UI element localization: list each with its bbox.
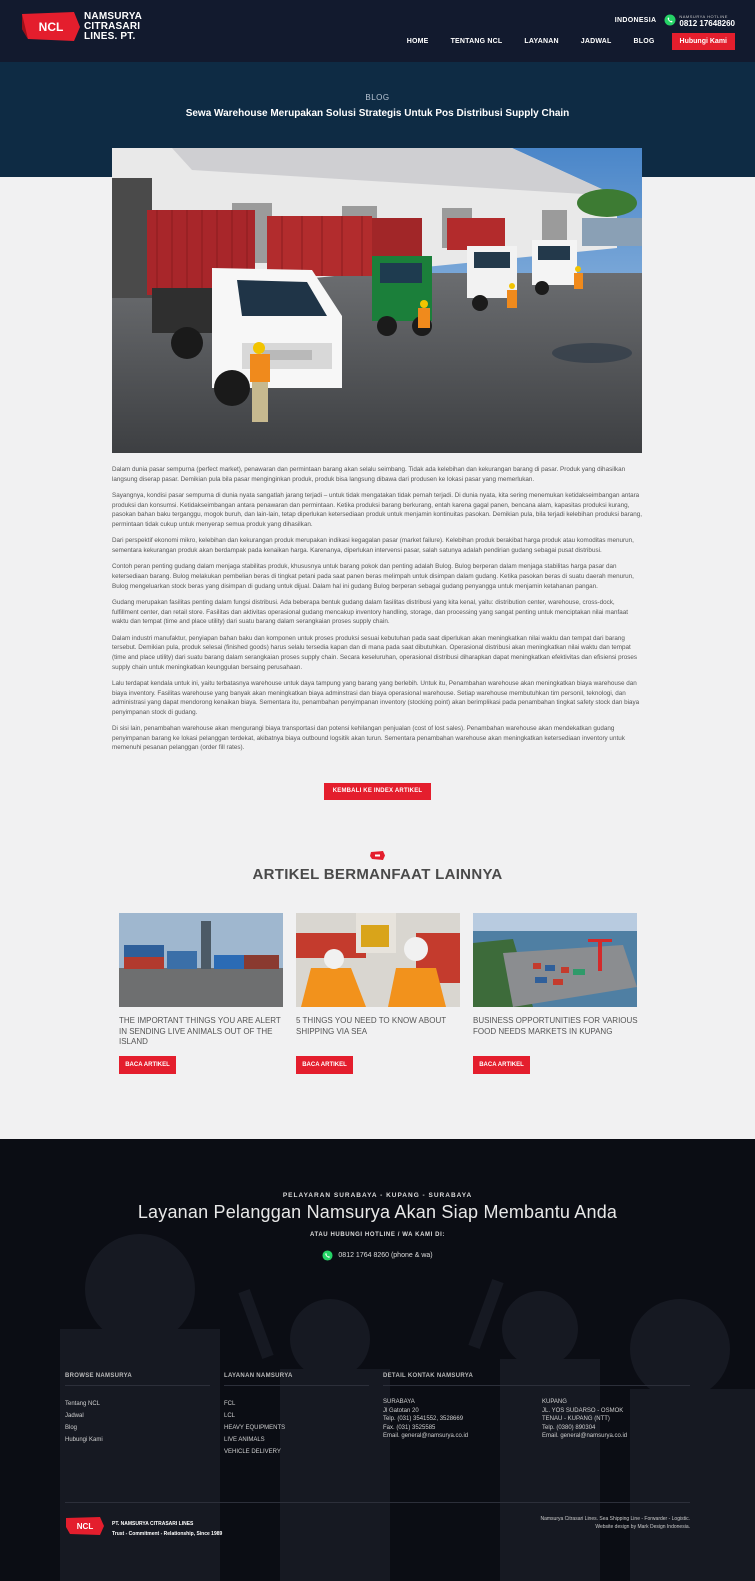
whatsapp-icon xyxy=(664,14,676,26)
article-card-title[interactable]: THE IMPORTANT THINGS YOU ARE ALERT IN SENDING LIVE ANIMALS OUT OF THE ISLAND xyxy=(119,1016,281,1046)
footer-link-blog[interactable]: Blog xyxy=(65,1425,78,1431)
footer-headline: Layanan Pelanggan Namsurya Akan Siap Membantu Anda xyxy=(137,1202,618,1222)
article-paragraph: Dalam dunia pasar sempurna (perfect market), penawaran dan permintaan barang akan selalu seimbang. Tidak ada kelebihan dan kekurangan barang di pasar. Produk yang dihasilkan langsung diserap pasar. Demikian pula bila pasar menginginkan produk, produk bisa langsung dibawa dari produsen ke lokasi pasar yang memerlukan. xyxy=(112,466,626,483)
hotline-label: NAMSURYA HOTLINE xyxy=(679,14,728,19)
footer-company-name: PT. NAMSURYA CITRASARI LINES xyxy=(112,1521,194,1527)
footer-link-tentang-ncl[interactable]: Tentang NCL xyxy=(65,1401,101,1407)
contact-surabaya-email[interactable]: Email. general@namsurya.co.id xyxy=(383,1433,469,1439)
ncl-flag-icon xyxy=(20,11,82,43)
article-paragraph: Contoh peran penting gudang dalam menjaga stabilitas produk, khususnya untuk barang pokok dan penting adalah Bulog. Bulog berperan dalam menjaga stabilitas harga pasar dan ketersediaan barang. Bulog melakukan pembelian beras di tingkat petani pada saat panen beras melimpah untuk disimpan dalam gudang. Ketika pasokan beras di suatu daerah menurun, Bulog mengeluarkan stock beras yang disimpan di gudang untuk dijual. Dalam hal ini gudang Bulog berperan sebagai gudang penyangga untuk menjamin ketahanan pangan. xyxy=(112,563,634,590)
article-card-title[interactable]: BUSINESS OPPORTUNITIES FOR VARIOUS FOOD NEEDS MARKETS IN KUPANG xyxy=(473,1016,638,1036)
related-articles-title: ARTIKEL BERMANFAAT LAINNYA xyxy=(252,866,503,883)
footer-services-heading: LAYANAN NAMSURYA xyxy=(224,1373,369,1386)
brand-logo[interactable] xyxy=(20,11,150,45)
contact-cta-button[interactable]: Hubungi Kami xyxy=(672,33,735,50)
footer-company xyxy=(112,1519,222,1539)
contact-kupang-address-2: TENAU - KUPANG (NTT) xyxy=(542,1416,610,1422)
nav-tentang-ncl[interactable]: TENTANG NCL xyxy=(450,38,503,45)
contact-surabaya-fax: Fax. (031) 3525585 xyxy=(383,1424,436,1431)
contact-kupang-phone: Telp. (0380) 890304 xyxy=(542,1424,596,1431)
nav-layanan[interactable]: LAYANAN xyxy=(524,38,559,45)
read-article-button[interactable]: BACA ARTIKEL xyxy=(473,1056,530,1074)
nav-home[interactable]: HOME xyxy=(406,38,429,45)
footer-link-live-animals[interactable]: LIVE ANIMALS xyxy=(224,1437,265,1443)
nav-jadwal[interactable]: JADWAL xyxy=(580,38,612,45)
hero-kicker: BLOG xyxy=(365,93,390,102)
footer-credit-line2[interactable]: Website design by Mark Design Indonesia. xyxy=(595,1523,690,1530)
read-article-button[interactable]: BACA ARTIKEL xyxy=(119,1056,176,1074)
footer-kicker: PELAYARAN SURABAYA - KUPANG - SURABAYA xyxy=(282,1192,473,1199)
site-footer xyxy=(0,1139,755,1581)
back-to-index-button[interactable]: KEMBALI KE INDEX ARTIKEL xyxy=(324,783,431,800)
read-article-button[interactable]: BACA ARTIKEL xyxy=(296,1056,353,1074)
footer-credit-line1: Namsurya Citrasari Lines. Sea Shipping Line - Forwarder - Logistic. xyxy=(540,1516,690,1522)
brand-name xyxy=(84,12,142,42)
footer-divider xyxy=(65,1502,690,1503)
brand-name-line2: CITRASARI xyxy=(84,21,141,32)
language-selector[interactable]: INDONESIA xyxy=(614,16,657,24)
article-body xyxy=(112,465,642,760)
hotline[interactable] xyxy=(664,13,735,27)
contact-surabaya xyxy=(383,1398,542,1441)
page-title: Sewa Warehouse Merupakan Solusi Strategis Untuk Pos Distribusi Supply Chain xyxy=(185,108,570,119)
footer-call-label: ATAU HUBUNGI HOTLINE / WA KAMI DI: xyxy=(310,1232,445,1238)
article-card[interactable] xyxy=(296,913,461,1068)
site-header xyxy=(0,0,755,62)
logo-mark: NCL xyxy=(38,20,64,34)
footer-logo-mark: NCL xyxy=(76,1522,94,1531)
article-card[interactable] xyxy=(473,913,638,1068)
hotline-number[interactable]: 0812 17648260 xyxy=(679,19,735,28)
article-thumbnail[interactable] xyxy=(296,913,460,1007)
footer-contact-column xyxy=(383,1373,690,1441)
footer-logo[interactable] xyxy=(65,1516,105,1536)
footer-link-hubungi-kami[interactable]: Hubungi Kami xyxy=(65,1437,103,1443)
footer-credits xyxy=(540,1516,690,1531)
footer-link-jadwal[interactable]: Jadwal xyxy=(65,1413,84,1419)
contact-surabaya-phone: Telp. (031) 3541552, 3528669 xyxy=(383,1416,464,1422)
footer-link-lcl[interactable]: LCL xyxy=(224,1413,236,1419)
article-card-title[interactable]: 5 THINGS YOU NEED TO KNOW ABOUT SHIPPING VIA SEA xyxy=(296,1016,446,1036)
footer-services-column xyxy=(224,1373,369,1458)
footer-tagline: Trust - Commitment - Relationship, Since 1989 xyxy=(112,1531,223,1537)
feature-image xyxy=(112,148,642,453)
article-thumbnail[interactable] xyxy=(119,913,283,1007)
article-paragraph: Lalu terdapat kendala untuk ini, yaitu terbatasnya warehouse untuk daya tampung yang barang yang berlebih. Untuk itu, Penambahan warehouse akan meningkatkan biaya warehouse dan biaya inventory. Fasilitas warehouse yang banyak akan meningkatkan biaya adminstrasi dan biaya operasional warehouse. Setiap warehouse membutuhkan tim personil, teknologi, dan administrasi yang dapat mendorong kenaikan biaya. Sementara itu, penambahan penyimpanan inventory (stocking point) akan berimplikasi pada penambahan tingkat safety stock dan biaya penyimpanan stock di gudang. xyxy=(112,680,640,716)
article-paragraph: Dari perspektif ekonomi mikro, kelebihan dan kekurangan produk merupakan indikasi kegagalan pasar (market failure). Kelebihan produk berakibat harga produk atau komoditas menurun, sementara kekurangan produk akan berdampak pada kenaikan harga. Karenanya, diperlukan intervensi pasar, salah satunya adalah pendirian gudang sebagai pusat distribusi. xyxy=(112,537,634,554)
contact-surabaya-city: SURABAYA xyxy=(383,1399,415,1405)
article-thumbnail[interactable] xyxy=(473,913,637,1007)
contact-kupang xyxy=(542,1398,690,1441)
contact-kupang-city: KUPANG xyxy=(542,1399,567,1405)
footer-link-fcl[interactable]: FCL xyxy=(224,1401,236,1407)
footer-link-heavy-equipments[interactable]: HEAVY EQUIPMENTS xyxy=(224,1425,286,1431)
footer-link-vehicle-delivery[interactable]: VEHICLE DELIVERY xyxy=(224,1449,281,1455)
contact-kupang-email[interactable]: Email. general@namsurya.co.id xyxy=(542,1433,628,1439)
main-nav xyxy=(396,33,735,50)
article-paragraph: Gudang merupakan fasilitas penting dalam fungsi distribusi. Ada beberapa bentuk gudang dalam fasilitas distribusi yang kita kenal, yaitu: distribution center, warehouse, cross-dock, fulfillment center, dan retail store. Fasilitas dan aktivitas operasional gudang mencakup inventory handling, storage, dan processing yang sangat penting untuk menciptakan nilai manfaat waktu dan tempat (time and place utility) dari suatu barang dalam serangkaian proses supply chain. xyxy=(112,599,628,626)
footer-phone[interactable] xyxy=(0,1250,755,1261)
footer-browse-heading: BROWSE NAMSURYA xyxy=(65,1373,210,1386)
whatsapp-icon xyxy=(322,1250,333,1261)
ncl-flag-icon xyxy=(370,851,385,860)
brand-name-line1: NAMSURYA xyxy=(84,11,143,22)
footer-contact-heading: DETAIL KONTAK NAMSURYA xyxy=(383,1373,690,1386)
brand-name-line3: LINES. PT. xyxy=(84,31,136,42)
footer-browse-column xyxy=(65,1373,210,1446)
article-paragraph: Dalam industri manufaktur, penyiapan bahan baku dan komponen untuk proses produksi sesuai kebutuhan pada saat diperlukan akan meningkatkan nilai waktu dan tempat dari barang tersebut. Demikian pula, produk selesai (finished goods) harus selalu tersedia kapan dan di mana pada saat dibutuhkan. Operasional distribusi akan meningkatkan nilai waktu dan tempat (time and place utility) dari suatu barang dalam serangkaian proses supply chain. Secara keseluruhan, operasional distribusi diharapkan dapat meningkatkan efektivitas dan efisiensi proses supply chain untuk meningkatkan keunggulan bersaing perusahaan. xyxy=(112,634,638,671)
contact-kupang-address: JL. YOS SUDARSO - OSMOK xyxy=(542,1407,624,1414)
article-card[interactable] xyxy=(119,913,284,1068)
footer-phone-number[interactable]: 0812 1764 8260 (phone & wa) xyxy=(338,1252,433,1259)
article-paragraph: Sayangnya, kondisi pasar sempurna di dunia nyata sangatlah jarang terjadi – untuk tidak mengatakan tidak pernah terjadi. Di dunia nyata, kita sering menemukan ketidakseimbangan antara produksi dan konsumsi. Ketidakseimbangan antara penawaran dan permintaan. Ketika produksi barang berkurang, entah karena gagal panen, bencana alam, kapasitas produksi kurang, pasokan bahan baku terganggu, mogok buruh, dan lain-lain, tetap diperlukan ketersediaan produk untuk menjamin kontinuitas pasokan. Demikian pula, bila terjadi kelebihan produksi barang, permintaan tidak cukup untuk menyerap semua produk yang dihasilkan. xyxy=(112,492,642,528)
contact-surabaya-address: Jl Gatotan 20 xyxy=(383,1407,419,1414)
article-paragraph: Di sisi lain, penambahan warehouse akan mengurangi biaya transportasi dan potensi kehilangan penjualan (cost of lost sales). Penambahan warehouse akan mendekatkan gudang penyimpanan barang ke lokasi pelanggan terdekat, akibatnya biaya outbound logsitik akan turun. Sementara penambahan warehouse akan meningkatkan ketersediaan inventory untuk memenuhi pesanan pelanggan (order fill rates). xyxy=(112,725,625,752)
topbar xyxy=(615,12,735,28)
nav-blog[interactable]: BLOG xyxy=(633,38,655,45)
